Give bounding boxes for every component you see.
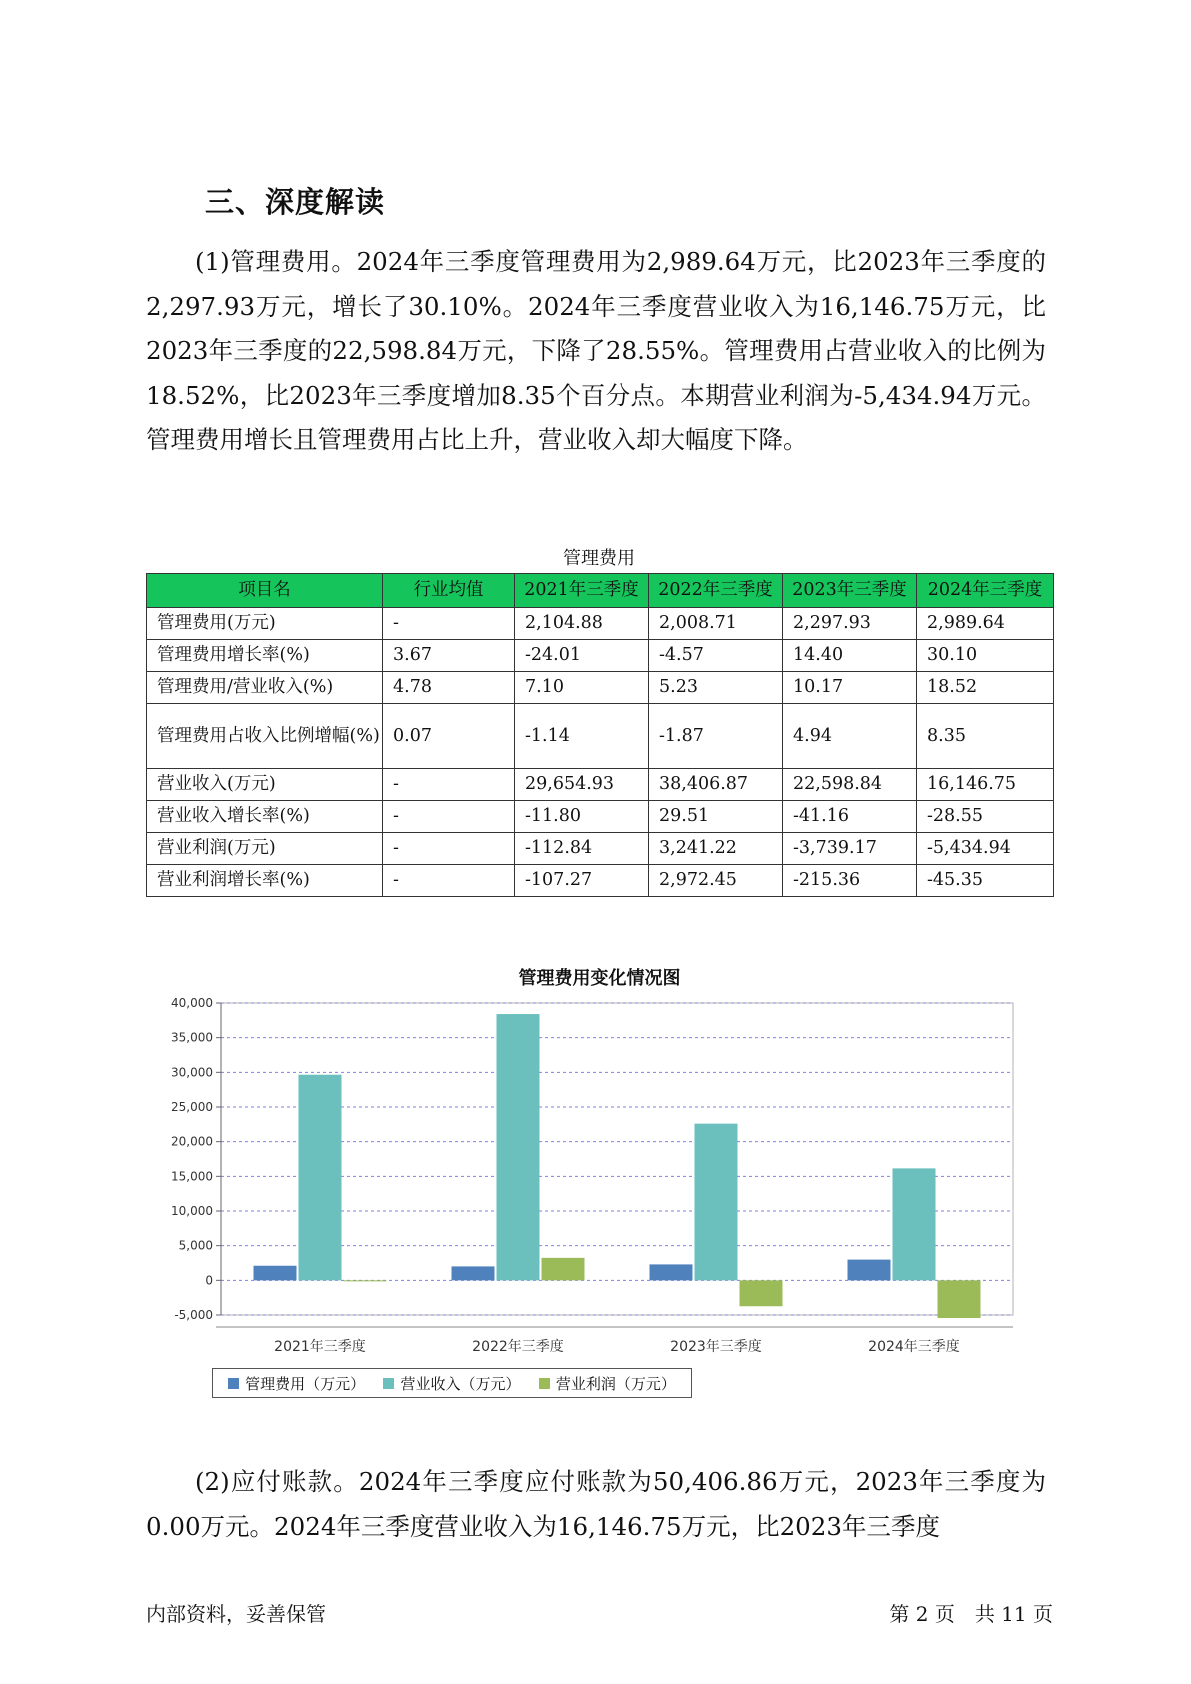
legend-swatch-revenue	[383, 1378, 394, 1389]
footer-page-number: 第 2 页 共 11 页	[889, 1602, 1053, 1626]
bar-expense	[254, 1266, 297, 1281]
table-row	[147, 704, 1054, 769]
y-tick-label: 35,000	[171, 1030, 213, 1045]
table-cell: -1.87	[649, 704, 783, 769]
table-cell: -45.35	[917, 865, 1054, 897]
management-expense-table	[146, 573, 1054, 897]
bar-profit	[344, 1280, 387, 1281]
table-cell: 3.67	[383, 640, 515, 672]
bar-revenue	[695, 1124, 738, 1281]
table-cell: -	[383, 865, 515, 897]
y-tick-label: 25,000	[171, 1100, 213, 1114]
table-header-cell: 行业均值	[383, 574, 515, 608]
bar-revenue	[497, 1014, 540, 1280]
table-cell: 营业利润增长率(%)	[147, 865, 383, 897]
x-tick-label: 2024年三季度	[868, 1339, 960, 1355]
table-cell: 2,972.45	[649, 865, 783, 897]
table-cell: -112.84	[515, 833, 649, 865]
table-cell: 营业收入(万元)	[147, 769, 383, 801]
table-cell: 管理费用(万元)	[147, 608, 383, 640]
table-cell: 营业利润(万元)	[147, 833, 383, 865]
bar-profit	[542, 1258, 585, 1280]
table-cell: -1.14	[515, 704, 649, 769]
table-header-cell: 2022年三季度	[649, 574, 783, 608]
table-cell: 18.52	[917, 672, 1054, 704]
table-cell: -107.27	[515, 865, 649, 897]
x-tick-label: 2023年三季度	[670, 1339, 762, 1355]
table-cell: 22,598.84	[783, 769, 917, 801]
legend-label: 管理费用（万元）	[245, 1374, 366, 1393]
table-cell: 2,297.93	[783, 608, 917, 640]
table-row	[147, 640, 1054, 672]
table-header-cell: 2023年三季度	[783, 574, 917, 608]
table-cell: 营业收入增长率(%)	[147, 801, 383, 833]
table-row	[147, 865, 1054, 897]
table-cell: -4.57	[649, 640, 783, 672]
table-cell: -3,739.17	[783, 833, 917, 865]
y-tick-label: 20,000	[171, 1134, 213, 1149]
section-title: 三、深度解读	[205, 185, 386, 219]
paragraph-accounts-payable: (2)应付账款。2024年三季度应付账款为50,406.86万元，2023年三季度为0.00万元。2024年三季度营业收入为16,146.75万元，比2023年三季度	[146, 1467, 1046, 1541]
y-tick-label: 10,000	[171, 1204, 213, 1218]
table-cell: 2,104.88	[515, 608, 649, 640]
expense-chart	[146, 950, 1053, 1420]
table-cell: 10.17	[783, 672, 917, 704]
bar-expense	[650, 1264, 693, 1280]
table-cell: -	[383, 608, 515, 640]
bar-profit	[938, 1280, 981, 1318]
table-cell: 8.35	[917, 704, 1054, 769]
bar-revenue	[299, 1075, 342, 1281]
table-row	[147, 801, 1054, 833]
legend-swatch-expense	[228, 1378, 239, 1389]
chart-title: 管理费用变化情况图	[518, 968, 681, 989]
table-header-cell: 项目名	[147, 574, 383, 608]
table-cell: -215.36	[783, 865, 917, 897]
x-tick-label: 2022年三季度	[472, 1339, 564, 1355]
y-tick-label: 5,000	[178, 1238, 213, 1253]
table-cell: 管理费用占收入比例增幅(%)	[147, 704, 383, 769]
table-cell: 29.51	[649, 801, 783, 833]
table-cell: 2,989.64	[917, 608, 1054, 640]
table-row	[147, 769, 1054, 801]
legend-item	[383, 1373, 520, 1394]
table-header-cell: 2021年三季度	[515, 574, 649, 608]
table-cell: -11.80	[515, 801, 649, 833]
legend-label: 营业收入（万元）	[400, 1374, 521, 1393]
table-cell: -41.16	[783, 801, 917, 833]
bar-revenue	[893, 1168, 936, 1280]
table-title: 管理费用	[563, 548, 635, 569]
table-row	[147, 833, 1054, 865]
table-cell: 2,008.71	[649, 608, 783, 640]
footer-confidential-note: 内部资料，妥善保管	[146, 1602, 326, 1626]
y-tick-label: 30,000	[171, 1065, 213, 1080]
table-cell: -5,434.94	[917, 833, 1054, 865]
legend-label: 营业利润（万元）	[555, 1374, 676, 1393]
table-cell: 管理费用/营业收入(%)	[147, 672, 383, 704]
y-tick-label: 15,000	[171, 1169, 213, 1184]
table-cell: -24.01	[515, 640, 649, 672]
table-cell: 4.78	[383, 672, 515, 704]
table-cell: 29,654.93	[515, 769, 649, 801]
table-cell: -	[383, 833, 515, 865]
bar-expense	[452, 1266, 495, 1280]
table-cell: -	[383, 801, 515, 833]
bar-expense	[848, 1260, 891, 1281]
table-cell: -28.55	[917, 801, 1054, 833]
table-cell: 30.10	[917, 640, 1054, 672]
chart-canvas	[146, 950, 1053, 1420]
y-tick-label: 0	[205, 1273, 213, 1288]
table-row	[147, 672, 1054, 704]
table-cell: 管理费用增长率(%)	[147, 640, 383, 672]
table-header-cell: 2024年三季度	[917, 574, 1054, 608]
x-tick-label: 2021年三季度	[274, 1339, 366, 1355]
table-cell: 7.10	[515, 672, 649, 704]
table-cell: 14.40	[783, 640, 917, 672]
legend-item	[228, 1373, 365, 1394]
y-tick-label: 40,000	[171, 996, 213, 1010]
chart-legend	[212, 1368, 692, 1398]
table-row	[147, 608, 1054, 640]
table-cell: 38,406.87	[649, 769, 783, 801]
paragraph-management-expense: (1)管理费用。2024年三季度管理费用为2,989.64万元，比2023年三季度的2,297.93万元，增长了30.10%。2024年三季度营业收入为16,146.75万元，比2023年三季度的22,598.84万元，下降了28.55%。管理费用占营业收入的比例为18.52%，比2023年三季度增加8.35个百分点。本期营业利润为-5,434.94万元。管理费用增长且管理费用占比上升，营业收入却大幅度下降。	[146, 247, 1046, 454]
legend-swatch-profit	[539, 1378, 550, 1389]
y-tick-label: -5,000	[174, 1308, 213, 1322]
legend-item	[539, 1373, 676, 1394]
table-cell: 0.07	[383, 704, 515, 769]
bar-profit	[740, 1280, 783, 1306]
table-cell: 5.23	[649, 672, 783, 704]
table-cell: 16,146.75	[917, 769, 1054, 801]
table-header-row	[147, 574, 1054, 608]
table-cell: -	[383, 769, 515, 801]
table-cell: 3,241.22	[649, 833, 783, 865]
table-cell: 4.94	[783, 704, 917, 769]
